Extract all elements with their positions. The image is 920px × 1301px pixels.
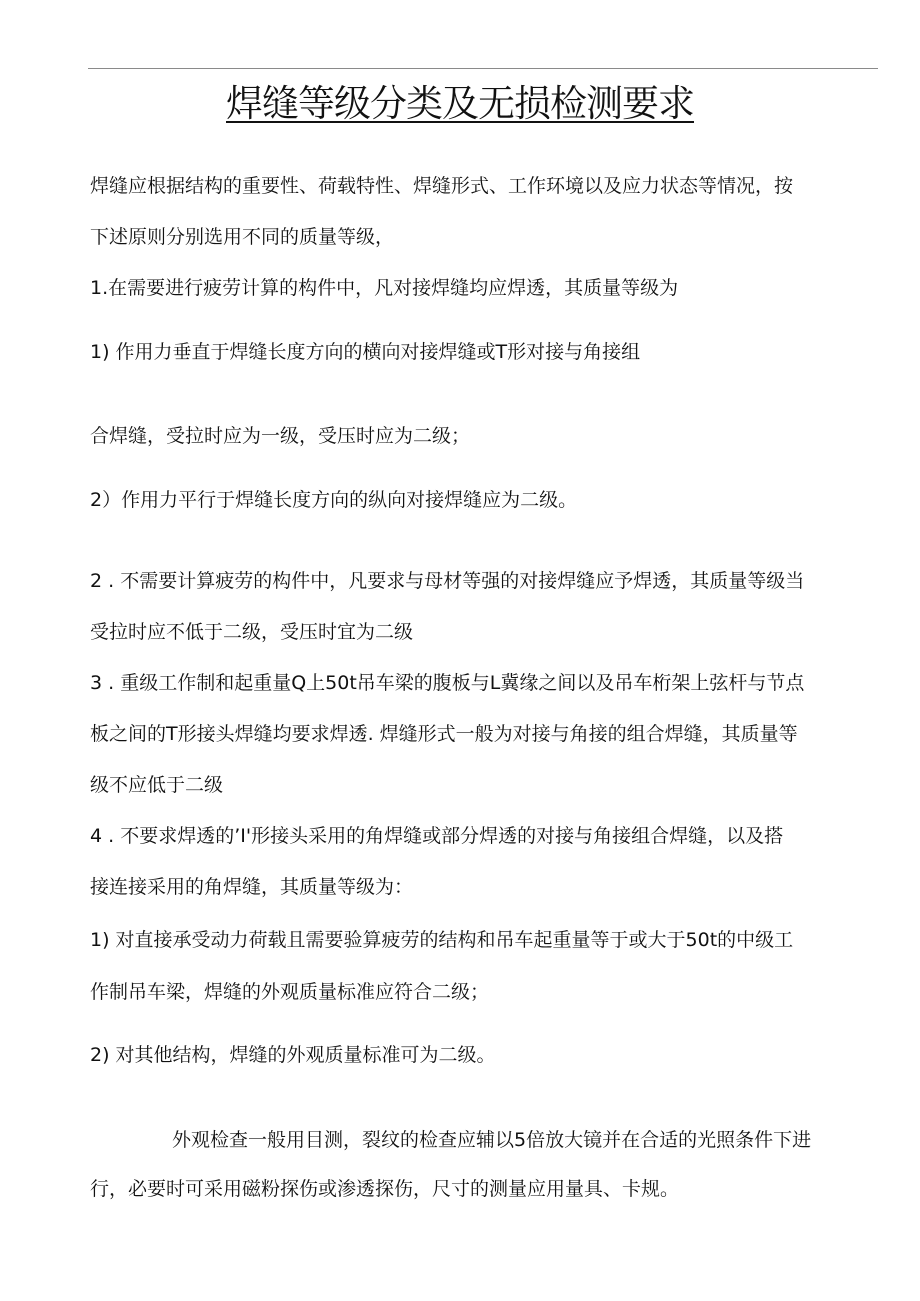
paragraph-line: 2）作用力平行于焊缝长度方向的纵向对接焊缝应为二级。 <box>90 489 578 511</box>
paragraph-line: 板之间的T形接头焊缝均要求焊透. 焊缝形式一般为对接与角接的组合焊缝，其质量等 <box>90 723 798 745</box>
paragraph-line: 2 . 不需要计算疲劳的构件中，凡要求与母材等强的对接焊缝应予焊透，其质量等级当 <box>90 570 805 592</box>
paragraph-line: 作制吊车梁，焊缝的外观质量标准应符合二级； <box>90 981 490 1003</box>
paragraph-line: 4 . 不要求焊透的’I'形接头采用的角焊缝或部分焊透的对接与角接组合焊缝，以及搭 <box>90 825 784 847</box>
paragraph-line: 受拉时应不低于二级，受压时宜为二级 <box>90 621 414 643</box>
paragraph-line: 1) 对直接承受动力荷载且需要验算疲劳的结构和吊车起重量等于或大于50t的中级工 <box>90 929 794 951</box>
paragraph-line: 1) 作用力垂直于焊缝长度方向的横向对接焊缝或T形对接与角接组 <box>90 341 641 363</box>
paragraph-line: 行，必要时可采用磁粉探伤或渗透探伤，尺寸的测量应用量具、卡规。 <box>90 1178 680 1200</box>
page-title: 焊缝等级分类及无损检测要求 <box>226 82 694 125</box>
paragraph-line: 1.在需要进行疲劳计算的构件中，凡对接焊缝均应焊透，其质量等级为 <box>90 277 679 299</box>
paragraph-line: 下述原则分别选用不同的质量等级， <box>90 226 395 248</box>
paragraph-line: 2) 对其他结构，焊缝的外观质量标准可为二级。 <box>90 1044 496 1066</box>
paragraph-line: 焊缝应根据结构的重要性、荷载特性、焊缝形式、工作环境以及应力状态等情况，按 <box>90 175 794 197</box>
paragraph-line: 外观检查一般用目测，裂纹的检查应辅以5倍放大镜并在合适的光照条件下进 <box>172 1129 812 1151</box>
paragraph-line: 级不应低于二级 <box>90 774 224 796</box>
paragraph-line: 3 . 重级工作制和起重量Q上50t吊车梁的腹板与L冀缘之间以及吊车桁架上弦杆与节点 <box>90 672 805 694</box>
paragraph-line: 合焊缝，受拉时应为一级，受压时应为二级； <box>90 425 471 447</box>
paragraph-line: 接连接采用的角焊缝，其质量等级为： <box>90 876 414 898</box>
header-rule <box>88 68 878 69</box>
